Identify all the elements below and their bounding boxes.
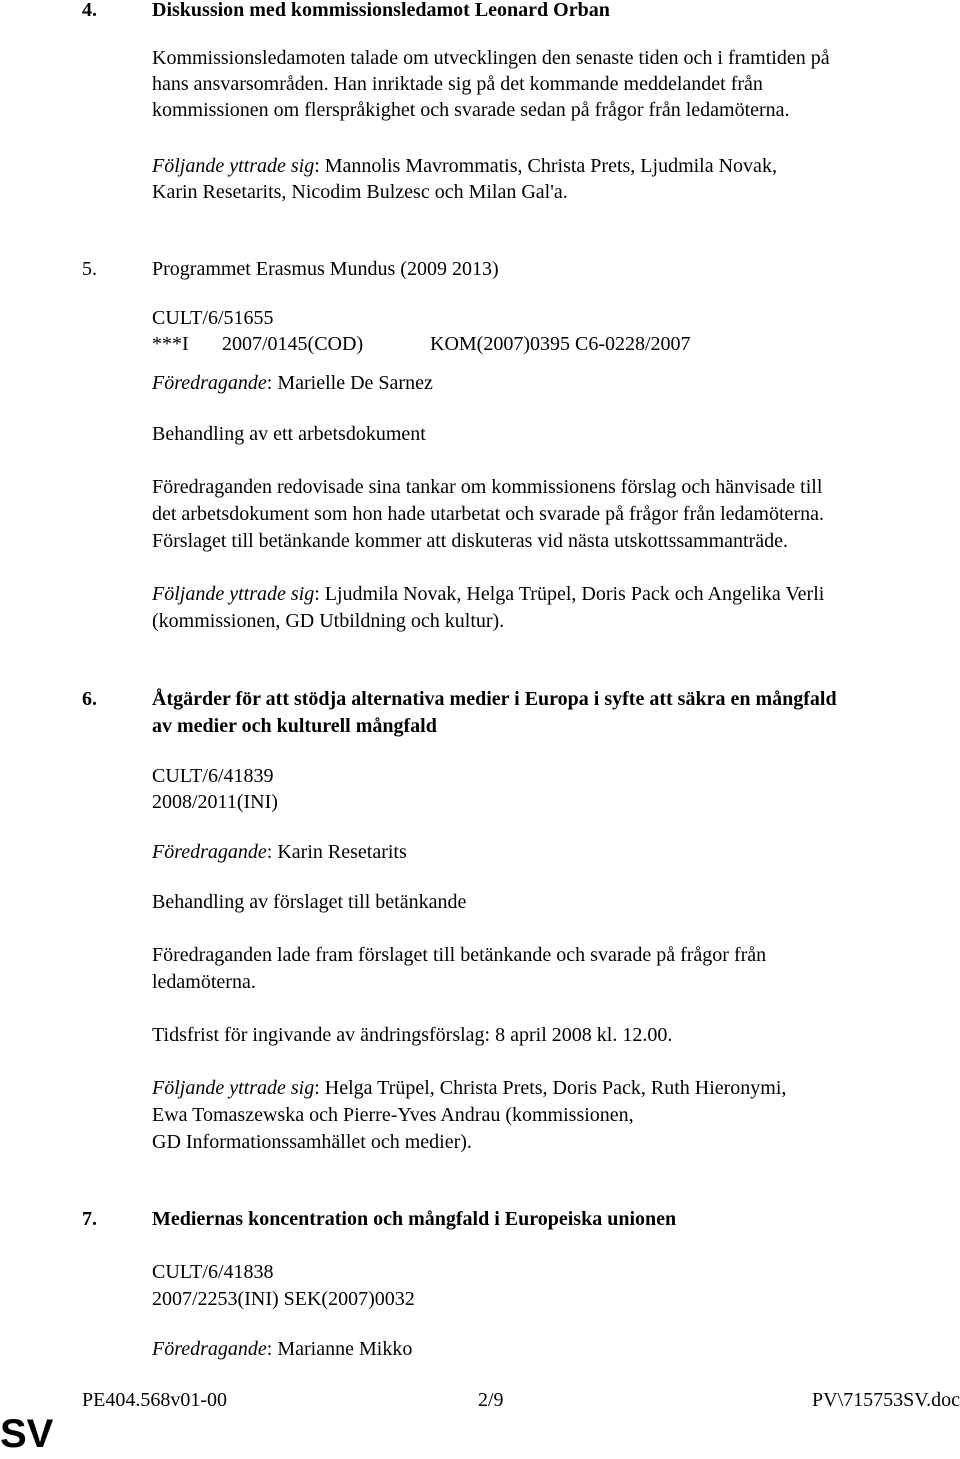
rapporteur-name: : Marianne Mikko (266, 1338, 413, 1360)
rapporteur-label: Föredragande (152, 1338, 267, 1360)
section-5-treatment: Behandling av ett arbetsdokument (152, 423, 426, 445)
section-6-body-line: ledamöterna. (152, 971, 256, 993)
rapporteur-label: Föredragande (152, 841, 267, 863)
section-6-ref-procedure: CULT/6/41839 (152, 765, 274, 787)
section-4-body-line: kommissionen om flerspråkighet och svarade sedan på frågor från ledamöterna. (152, 99, 790, 121)
section-4-speakers (152, 153, 777, 179)
section-6-deadline: Tidsfrist för ingivande av ändringsförslag: 8 april 2008 kl. 12.00. (152, 1024, 673, 1046)
rapporteur-name: : Karin Resetarits (266, 841, 407, 863)
section-6-speakers-cont: GD Informationssamhället och medier). (152, 1131, 472, 1153)
section-5-rapporteur (152, 370, 433, 396)
section-6-speakers (152, 1075, 786, 1101)
section-6-ref-code: 2008/2011(INI) (152, 791, 278, 813)
rapporteur-label: Föredragande (152, 372, 267, 394)
footer-file-name: PV\715753SV.doc (812, 1389, 960, 1411)
section-6-title: Åtgärder för att stödja alternativa medier i Europa i syfte att säkra en mångfald (152, 688, 837, 710)
section-6-body-line: Föredraganden lade fram förslaget till betänkande och svarade på frågor från (152, 944, 767, 966)
rapporteur-name: : Marielle De Sarnez (266, 372, 433, 394)
section-5-number: 5. (82, 258, 97, 280)
section-5-body-line: Föredraganden redovisade sina tankar om kommissionens förslag och hänvisade till (152, 476, 823, 498)
footer-document-ref: PE404.568v01-00 (82, 1389, 227, 1411)
speakers-label: Följande yttrade sig (152, 583, 315, 605)
speakers-label: Följande yttrade sig (152, 155, 315, 177)
section-5-ref-procedure: CULT/6/51655 (152, 307, 274, 329)
section-5-speakers-cont: (kommissionen, GD Utbildning och kultur). (152, 610, 505, 632)
footer-page-number: 2/9 (478, 1389, 504, 1411)
section-4-speakers-cont: Karin Resetarits, Nicodim Bulzesc och Milan Gal'a. (152, 181, 568, 203)
section-7-ref-procedure: CULT/6/41838 (152, 1261, 274, 1283)
section-6-number: 6. (82, 688, 97, 710)
section-5-body-line: Förslaget till betänkande kommer att diskuteras vid nästa utskottssammanträde. (152, 530, 788, 552)
section-6-title-cont: av medier och kulturell mångfald (152, 715, 437, 737)
section-5-ref-b: 2007/0145(COD) (222, 333, 364, 355)
section-5-title: Programmet Erasmus Mundus (2009 2013) (152, 258, 499, 280)
section-6-speakers-cont: Ewa Tomaszewska och Pierre-Yves Andrau (kommissionen, (152, 1104, 634, 1126)
section-6-treatment: Behandling av förslaget till betänkande (152, 891, 467, 913)
section-7-number: 7. (82, 1208, 97, 1230)
section-5-body-line: det arbetsdokument som hon hade utarbetat och svarade på frågor från ledamöterna. (152, 503, 824, 525)
section-7-title: Mediernas koncentration och mångfald i Europeiska unionen (152, 1208, 677, 1230)
section-7-ref-code: 2007/2253(INI) SEK(2007)0032 (152, 1288, 415, 1310)
speakers-label: Följande yttrade sig (152, 1077, 315, 1099)
section-5-speakers (152, 581, 824, 607)
speakers-list: : Mannolis Mavrommatis, Christa Prets, Ljudmila Novak, (314, 155, 777, 177)
section-6-rapporteur (152, 839, 407, 865)
section-4-body-line: hans ansvarsområden. Han inriktade sig på det kommande meddelandet från (152, 73, 763, 95)
language-code: SV (0, 1412, 54, 1456)
speakers-list: : Helga Trüpel, Christa Prets, Doris Pack, Ruth Hieronymi, (314, 1077, 787, 1099)
section-5-ref-a: ***I (152, 333, 189, 355)
section-4-title: Diskussion med kommissionsledamot Leonard Orban (152, 0, 610, 21)
speakers-list: : Ljudmila Novak, Helga Trüpel, Doris Pack och Angelika Verli (314, 583, 825, 605)
section-7-rapporteur (152, 1336, 412, 1362)
section-4-body-line: Kommissionsledamoten talade om utvecklingen den senaste tiden och i framtiden på (152, 47, 830, 69)
section-4-number: 4. (82, 0, 97, 21)
section-5-ref-c: KOM(2007)0395 C6-0228/2007 (430, 333, 691, 355)
